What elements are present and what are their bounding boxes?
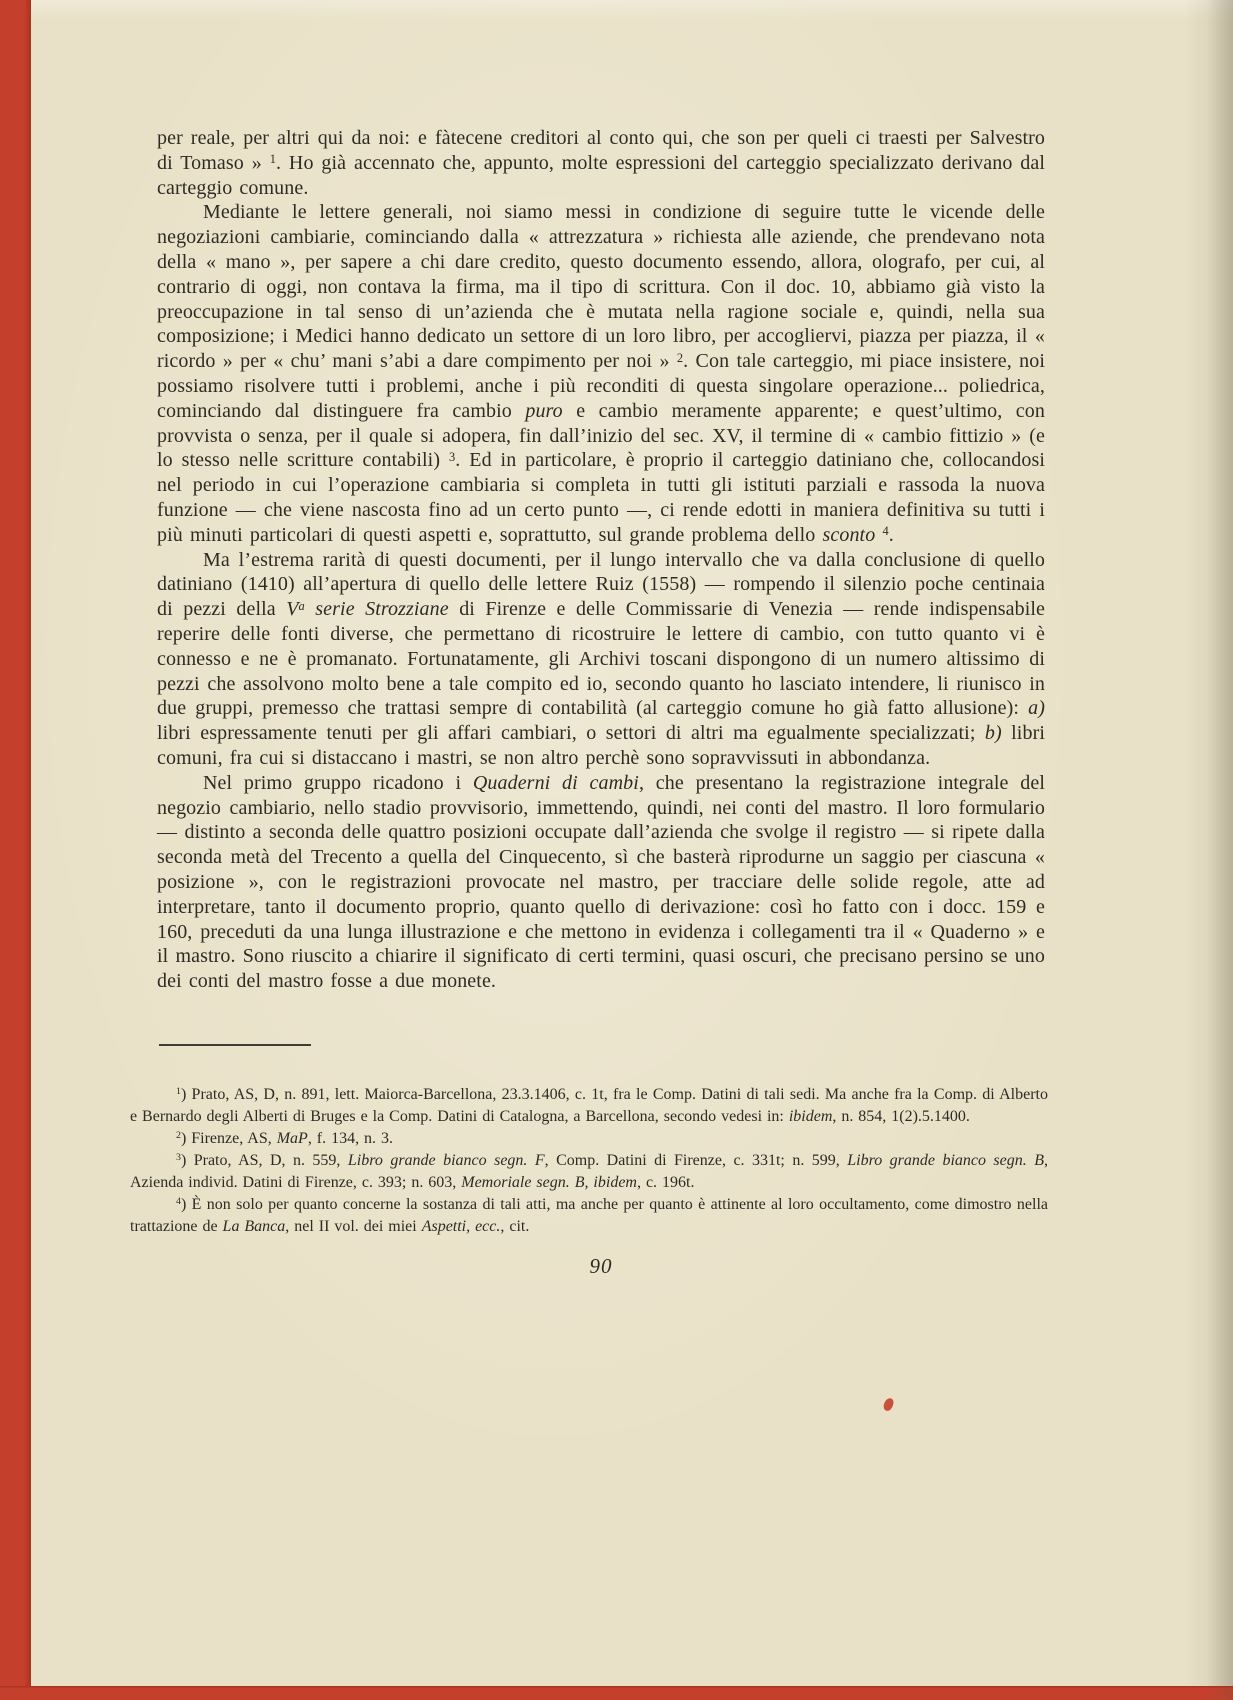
text-run: , Comp. Datini di Firenze, c. 331t; n. 599, [544, 1151, 848, 1169]
superscript-ref: 1 [176, 1086, 181, 1098]
text-run: per reale, per altri qui da noi: e fàtecene creditori al conto qui, che son per queli ci traesti per Salvestro di Tomaso » [157, 127, 1045, 174]
footnote [130, 1084, 1048, 1128]
text-run: b) [984, 722, 1002, 745]
body-paragraphs [157, 126, 1045, 994]
book-cover-left-edge [0, 0, 31, 1700]
text-run: , nel II vol. dei miei [285, 1217, 422, 1235]
red-ink-speck [883, 1397, 895, 1412]
text-run: Quaderni di cambi [472, 771, 639, 794]
text-run: serie Strozziane [304, 598, 449, 621]
text-run: ) Firenze, AS, [180, 1129, 277, 1147]
page-number: 90 [589, 1253, 613, 1278]
superscript-ref: 4 [176, 1196, 181, 1208]
text-run: Mediante le lettere generali, noi siamo messi in condizione di seguire tutte le vicende delle negoziazioni cambiarie, cominciando dalla « attrezzatura » richiesta alle aziende, che prendevano nota della « mano », per sapere a chi dare credito, questo documento essendo, allora, olografo, per cui, al contrario di oggi, non contava la firma, ma il tipo di scrittura. Con il doc. 10, abbiamo già visto la preoccupazione in tal senso di un’azienda che è mutata nella ragione sociale e, quindi, nella sua composizione; i Medici hanno dedicato un settore di un loro libro, per accogliervi, piazza per piazza, il « ricordo » per « chu’ mani s’abi a dare compimento per noi » [157, 201, 1045, 373]
footnote [130, 1194, 1048, 1238]
text-run: . Ed in particolare, è proprio il carteggio datiniano che, collocandosi nel periodo in cui l’operazione cambiaria si completa in tutti gli istituti parziali e rassoda la nuova funzione — che viene nascosta fino ad un certo punto —, ci rende edotti in maniera definitiva su tutti i più minuti particolari di questi aspetti e, soprattutto, sul grande problema dello [157, 449, 1045, 546]
text-run: puro [525, 399, 563, 422]
text-run: e cambio meramente apparente; e quest’ultimo, con provvista o senza, per il quale si adopera, fin dall’inizio del sec. XV, il termine di « cambio fittizio » (e lo stesso nelle scritture contabili) [157, 399, 1045, 472]
text-run: Libro grande bianco segn. B [847, 1151, 1044, 1169]
page-text-block [130, 126, 1048, 1279]
footnote-separator-rule [159, 1044, 311, 1046]
text-run: di Firenze e delle Commissarie di Venezia — rende indispensabile reperire delle fonti diverse, che permettano di ricostruire le lettere di cambio, con tutto quanto vi è connesso e ne è promanato. Fortunatamente, gli Archivi toscani dispongono di un numero altissimo di pezzi che assolvono molto bene a tale compito ed io, secondo quanto ho lasciato intendere, li riunisco in due gruppi, premesso che trattasi sempre di contabilità (al carteggio comune ho già fatto allusione): [157, 598, 1045, 720]
text-run: ) È non solo per quanto concerne la sostanza di tali atti, ma anche per quanto è attinente al loro occultamento, come dimostro nella trattazione de [130, 1195, 1048, 1235]
text-run: ) Prato, AS, D, n. 891, lett. Maiorca-Barcellona, 23.3.1406, c. 1t, fra le Comp. Datini di tali sedi. Ma anche fra la Comp. di Alberto e Bernardo degli Alberti di Bruges e la Comp. Datini di Catalogna, a Barcellona, secondo vedesi in: [130, 1085, 1048, 1125]
text-run: sconto [822, 523, 876, 546]
superscript-ref: 3 [448, 449, 456, 464]
text-run: , f. 134, n. 3. [307, 1129, 393, 1147]
text-run: libri espressamente tenuti per gli affari cambiari, o settori di altri ma egualmente specializzati; [157, 722, 985, 745]
paragraph [157, 771, 1045, 994]
text-run: Libro grande bianco segn. F [347, 1151, 545, 1169]
scan-shadow-right [1207, 0, 1233, 1700]
superscript-ref: 2 [176, 1130, 181, 1142]
footnote [130, 1128, 1048, 1150]
text-run: libri comuni, fra cui si distaccano i mastri, se non altro perchè sono sopravvissuti in abbondanza. [157, 722, 1045, 769]
book-cover-bottom-edge [0, 1686, 1233, 1700]
text-run: Nel primo gruppo ricadono i [203, 771, 473, 794]
text-run: Memoriale segn. B, ibidem [461, 1173, 637, 1191]
superscript-ref: 4 [882, 524, 889, 539]
text-run: ibidem [788, 1107, 833, 1125]
footnotes [130, 1084, 1048, 1238]
text-run: La Banca [222, 1217, 286, 1235]
text-run: Aspetti, ecc. [421, 1217, 501, 1235]
superscript-ref: a [298, 598, 305, 613]
text-run: . Con tale carteggio, mi piace insistere, noi possiamo risolvere tutti i problemi, anche i più reconditi di questa singolare operazione... poliedrica, cominciando dal distinguere fra cambio [157, 350, 1046, 422]
text-run: , Azienda individ. Datini di Firenze, c. 393; n. 603, [130, 1151, 1048, 1191]
text-run: , che presentano la registrazione integrale del negozio cambiario, nello stadio provvisorio, immettendo, quindi, nei conti del mastro. Il loro formulario — distinto a seconda delle quattro posizioni occupate dall’azienda che svolge il registro — si ripete dalla seconda metà del Trecento a quella del Cinquecento, sì che basterà riprodurne un saggio per ciascuna « posizione », con le registrazioni provocate nel mastro, per tracciare delle solide regole, atte ad interpretare, tanto il documento proprio, quanto quello di derivazione: così ho fatto con i docc. 159 e 160, preceduti da una lunga illustrazione e che mettono in evidenza i collegamenti tra il « Quaderno » e il mastro. Sono riuscito a chiarire il significato di certi termini, quasi oscuri, che precisano persino se uno dei conti del mastro fosse a due monete. [157, 771, 1046, 993]
paragraph [157, 200, 1045, 547]
footnote [130, 1150, 1048, 1194]
text-run: . Ho già accennato che, appunto, molte espressioni del carteggio specializzato derivano dal carteggio comune. [157, 151, 1046, 199]
text-run: , cit. [500, 1217, 530, 1235]
superscript-ref: 2 [676, 350, 684, 365]
text-run: , n. 854, 1(2).5.1400. [832, 1107, 970, 1125]
text-run: a) [1028, 697, 1045, 720]
text-run: . [888, 523, 894, 546]
paragraph [157, 126, 1045, 200]
text-run: MaP [276, 1129, 308, 1147]
text-run: , c. 196t. [636, 1173, 695, 1191]
superscript-ref: 3 [176, 1152, 181, 1164]
paragraph [157, 548, 1045, 771]
text-run: V [286, 598, 299, 621]
text-run: ) Prato, AS, D, n. 559, [180, 1151, 348, 1169]
text-run: Ma l’estrema rarità di questi documenti, per il lungo intervallo che va dalla conclusione di quello datiniano (1410) all’apertura di quello delle lettere Ruiz (1558) — rompendo il silenzio poche centinaia di pezzi della [157, 548, 1045, 621]
superscript-ref: 1 [269, 152, 276, 167]
